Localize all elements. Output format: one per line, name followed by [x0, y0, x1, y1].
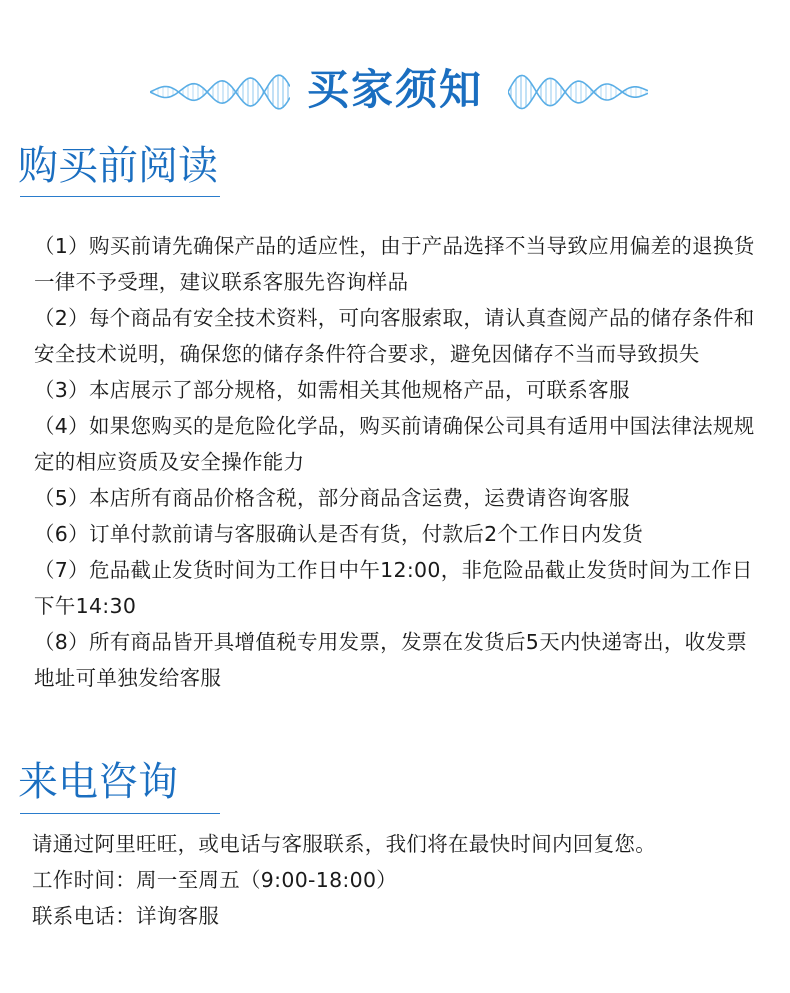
section-title-phone-inquiry: 来电咨询: [18, 759, 178, 805]
list-item: （5）本店所有商品价格含税，部分商品含运费，运费请咨询客服: [34, 486, 630, 510]
section-title-before-purchase: 购买前阅读: [18, 143, 218, 189]
page-title: 买家须知: [306, 65, 483, 114]
contact-line: 请通过阿里旺旺，或电话与客服联系，我们将在最快时间内回复您。: [32, 832, 656, 856]
list-item: （3）本店展示了部分规格，如需相关其他规格产品，可联系客服: [34, 378, 630, 402]
contact-list: [32, 826, 772, 934]
dna-helix-icon: [508, 68, 648, 112]
contact-line: 联系电话：详询客服: [32, 904, 220, 928]
notice-list: [34, 228, 764, 696]
section-divider: [20, 196, 220, 197]
list-item: （1）购买前请先确保产品的适应性，由于产品选择不当导致应用偏差的退换货一律不予受理，建议联系客服先咨询样品: [34, 234, 755, 294]
list-item: （6）订单付款前请与客服确认是否有货，付款后2个工作日内发货: [34, 522, 644, 546]
header: [0, 62, 790, 122]
list-item: （4）如果您购买的是危险化学品，购买前请确保公司具有适用中国法律法规规定的相应资质及安全操作能力: [34, 414, 755, 474]
contact-line: 工作时间：周一至周五（9:00-18:00）: [32, 868, 398, 892]
list-item: （2）每个商品有安全技术资料，可向客服索取，请认真查阅产品的储存条件和安全技术说明，确保您的储存条件符合要求，避免因储存不当而导致损失: [34, 306, 755, 366]
list-item: （8）所有商品皆开具增值税专用发票，发票在发货后5天内快递寄出，收发票地址可单独发给客服: [34, 630, 748, 690]
list-item: （7）危品截止发货时间为工作日中午12:00，非危险品截止发货时间为工作日下午14:30: [34, 558, 753, 618]
section-divider: [20, 813, 220, 814]
